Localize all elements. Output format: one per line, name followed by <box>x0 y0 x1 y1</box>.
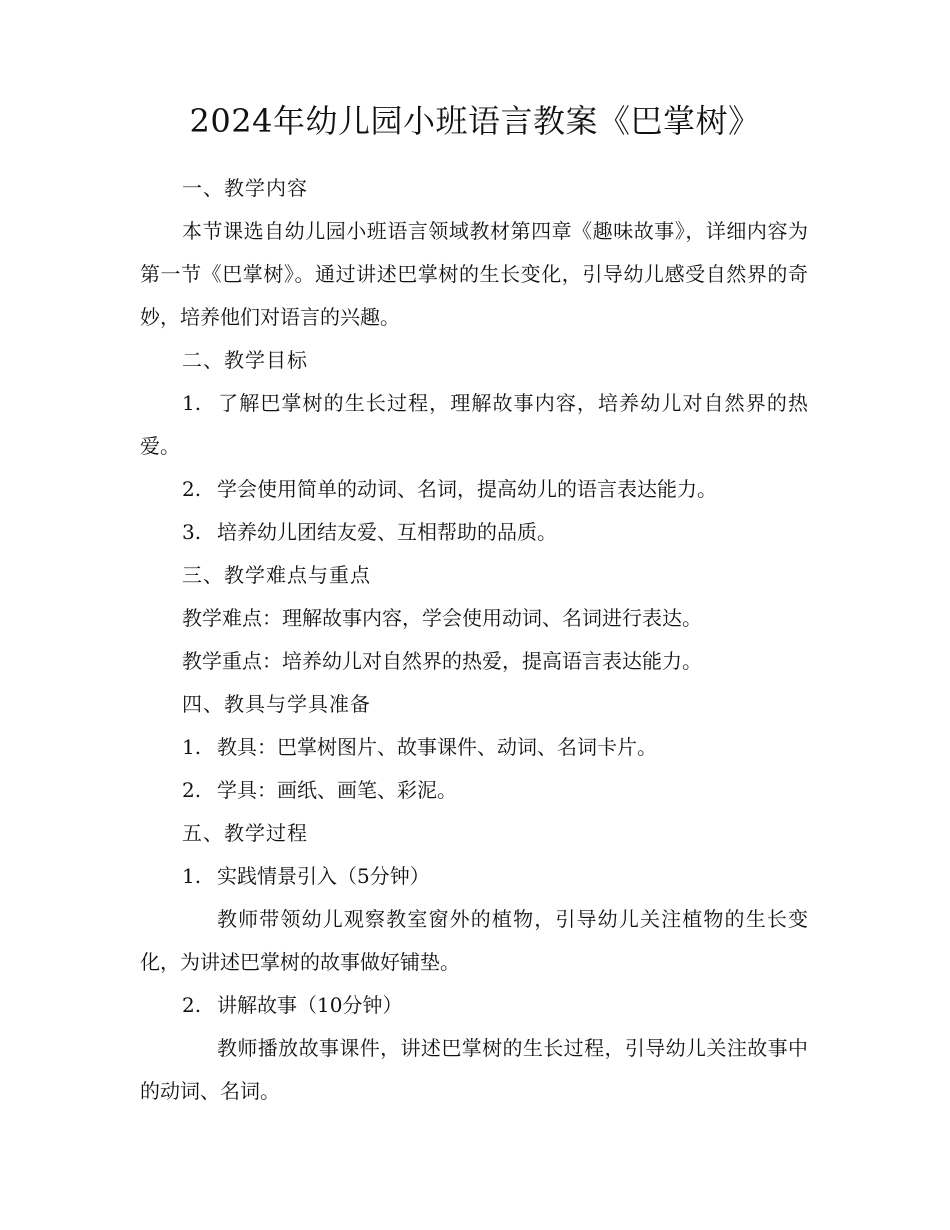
process-step-title-text: 实践情景引入（5分钟） <box>217 864 430 888</box>
material-item <box>140 726 808 769</box>
objective-text: 培养幼儿团结友爱、互相帮助的品质。 <box>217 520 557 544</box>
section-heading-process: 五、教学过程 <box>182 821 308 845</box>
objective-text: 了解巴掌树的生长过程，理解故事内容，培养幼儿对自然界的热爱。 <box>140 391 808 458</box>
focus-text: 教学重点：培养幼儿对自然界的热爱，提高语言表达能力。 <box>182 649 702 673</box>
section-heading-content: 一、教学内容 <box>182 176 308 200</box>
document-title: 2024年幼儿园小班语言教案《巴掌树》 <box>189 102 761 140</box>
process-step-title <box>140 855 808 898</box>
process-step-number: 1. <box>182 864 202 888</box>
process-step-title <box>140 984 808 1027</box>
section-heading-difficulties: 三、教学难点与重点 <box>182 563 371 587</box>
material-number: 1. <box>182 735 202 759</box>
difficulty-text: 教学难点：理解故事内容，学会使用动词、名词进行表达。 <box>182 606 702 630</box>
process-step-description: 教师带领幼儿观察教室窗外的植物，引导幼儿关注植物的生长变化，为讲述巴掌树的故事做好铺垫。 <box>140 907 808 974</box>
material-number: 2. <box>182 778 202 802</box>
section-content-paragraph: 本节课选自幼儿园小班语言领域教材第四章《趣味故事》，详细内容为第一节《巴掌树》。通过讲述巴掌树的生长变化，引导幼儿感受自然界的奇妙，培养他们对语言的兴趣。 <box>140 219 808 329</box>
objective-number: 1. <box>182 391 202 415</box>
objective-item <box>140 468 808 511</box>
section-heading-materials: 四、教具与学具准备 <box>182 692 371 716</box>
objective-item <box>140 511 808 554</box>
process-step-title-text: 讲解故事（10分钟） <box>217 993 403 1017</box>
process-step-number: 2. <box>182 993 202 1017</box>
objective-item <box>140 382 808 468</box>
objective-number: 3. <box>182 520 202 544</box>
material-text: 教具：巴掌树图片、故事课件、动词、名词卡片。 <box>217 735 657 759</box>
objective-number: 2. <box>182 477 202 501</box>
material-text: 学具：画纸、画笔、彩泥。 <box>217 778 457 802</box>
material-item <box>140 769 808 812</box>
objective-text: 学会使用简单的动词、名词，提高幼儿的语言表达能力。 <box>217 477 717 501</box>
document-body <box>140 167 808 1113</box>
section-heading-objectives: 二、教学目标 <box>182 348 308 372</box>
process-step-description: 教师播放故事课件，讲述巴掌树的生长过程，引导幼儿关注故事中的动词、名词。 <box>140 1036 808 1103</box>
